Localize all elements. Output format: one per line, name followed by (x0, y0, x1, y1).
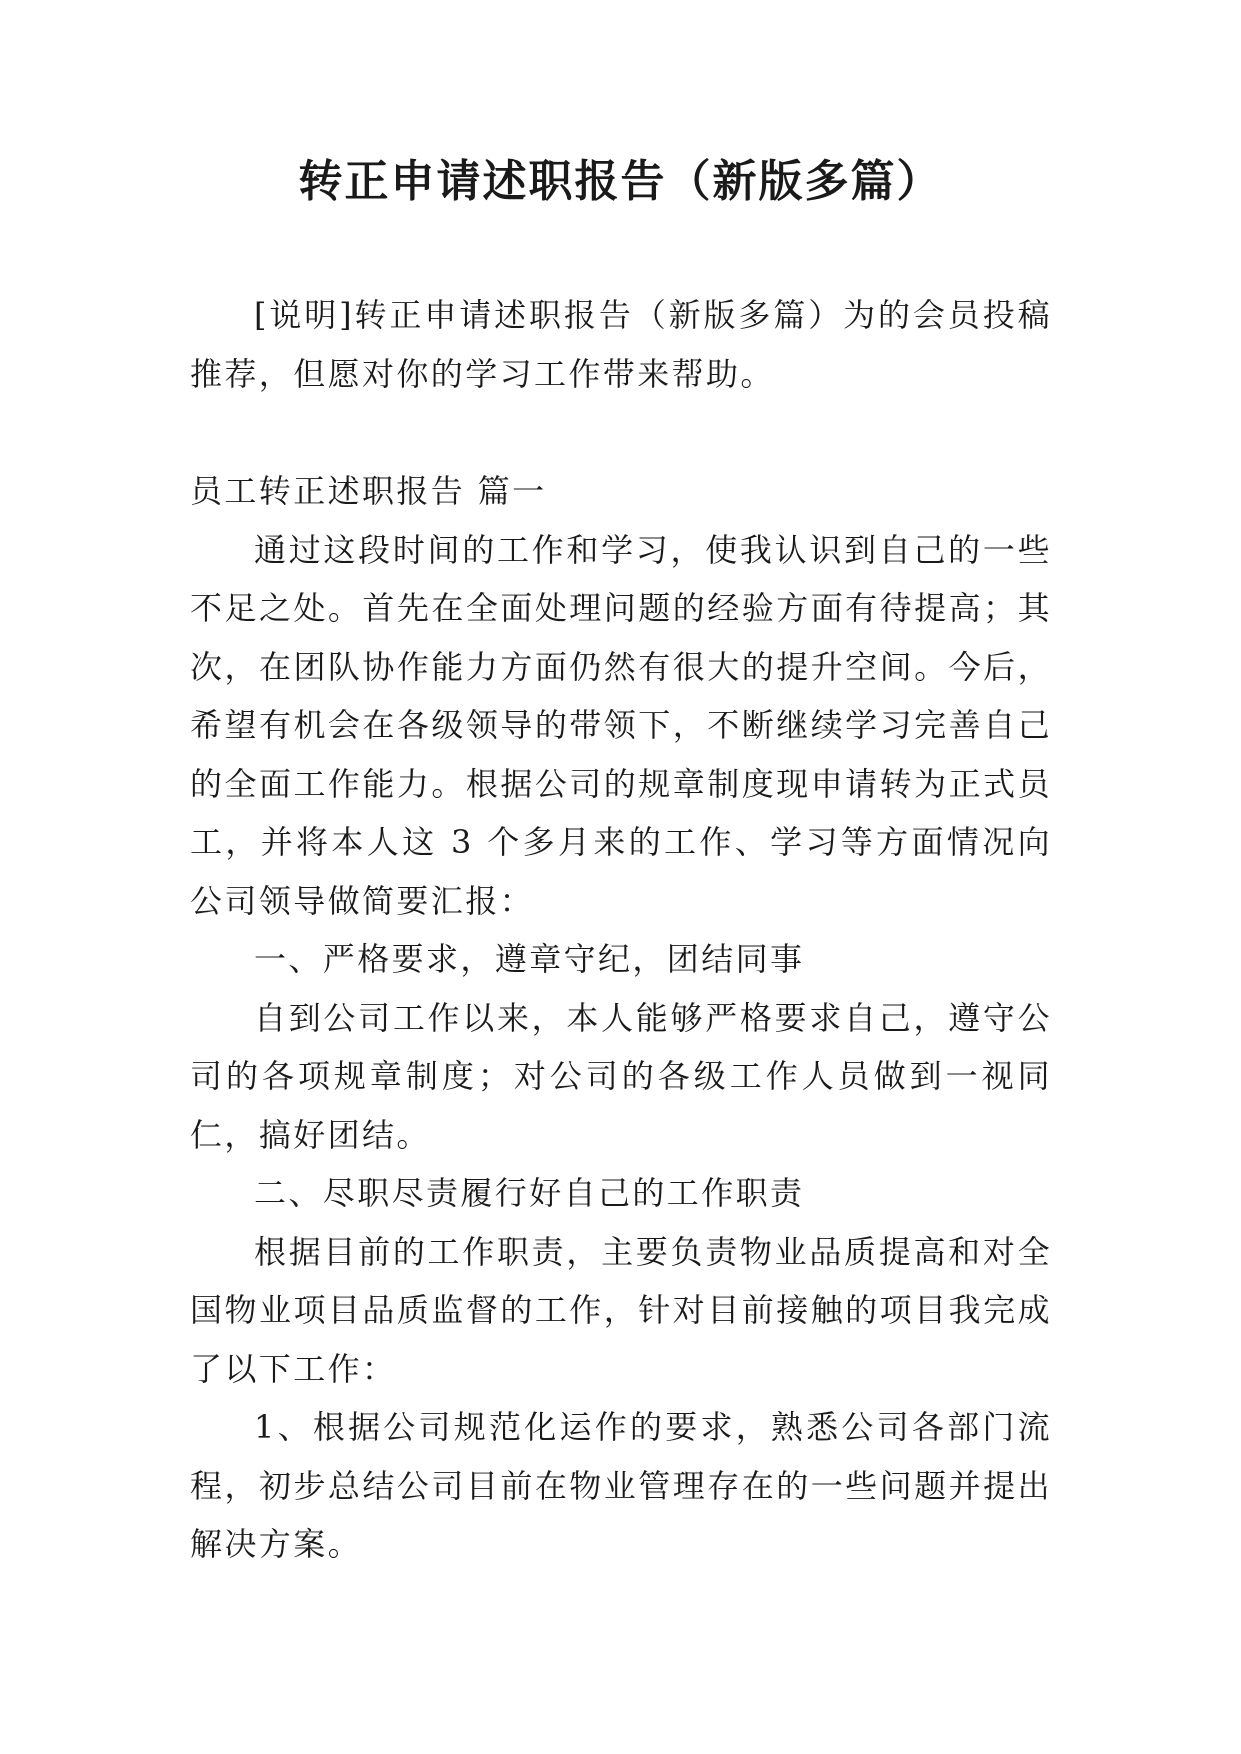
document-title: 转正申请述职报告（新版多篇） (298, 156, 943, 207)
subheading-2: 二、尽职尽责履行好自己的工作职责 (254, 1174, 805, 1212)
intro-paragraph: [说明]转正申请述职报告（新版多篇）为的会员投稿推荐，但愿对你的学习工作带来帮助。 (190, 296, 1052, 393)
section-heading: 员工转正述职报告 篇一 (190, 472, 547, 510)
section-block (190, 462, 1052, 1574)
body-paragraph: 通过这段时间的工作和学习，使我认识到自己的一些不足之处。首先在全面处理问题的经验方面有待提高；其次，在团队协作能力方面仍然有很大的提升空间。今后，希望有机会在各级领导的带领下，不断继续学习完善自己的全面工作能力。根据公司的规章制度现申请转为正式员工，并将本人这 3 个多月来的工作、学习等方面情况向公司领导做简要汇报： (190, 530, 1052, 920)
subheading-1: 一、严格要求，遵章守纪，团结同事 (254, 940, 805, 978)
body-paragraph: 根据目前的工作职责，主要负责物业品质提高和对全国物业项目品质监督的工作，针对目前接触的项目我完成了以下工作： (190, 1232, 1052, 1388)
body-paragraph: 自到公司工作以来，本人能够严格要求自己，遵守公司的各项规章制度；对公司的各级工作人员做到一视同仁，搞好团结。 (190, 998, 1052, 1154)
list-item: 1、根据公司规范化运作的要求，熟悉公司各部门流程，初步总结公司目前在物业管理存在的一些问题并提出解决方案。 (190, 1408, 1052, 1563)
intro-block (190, 286, 1052, 403)
